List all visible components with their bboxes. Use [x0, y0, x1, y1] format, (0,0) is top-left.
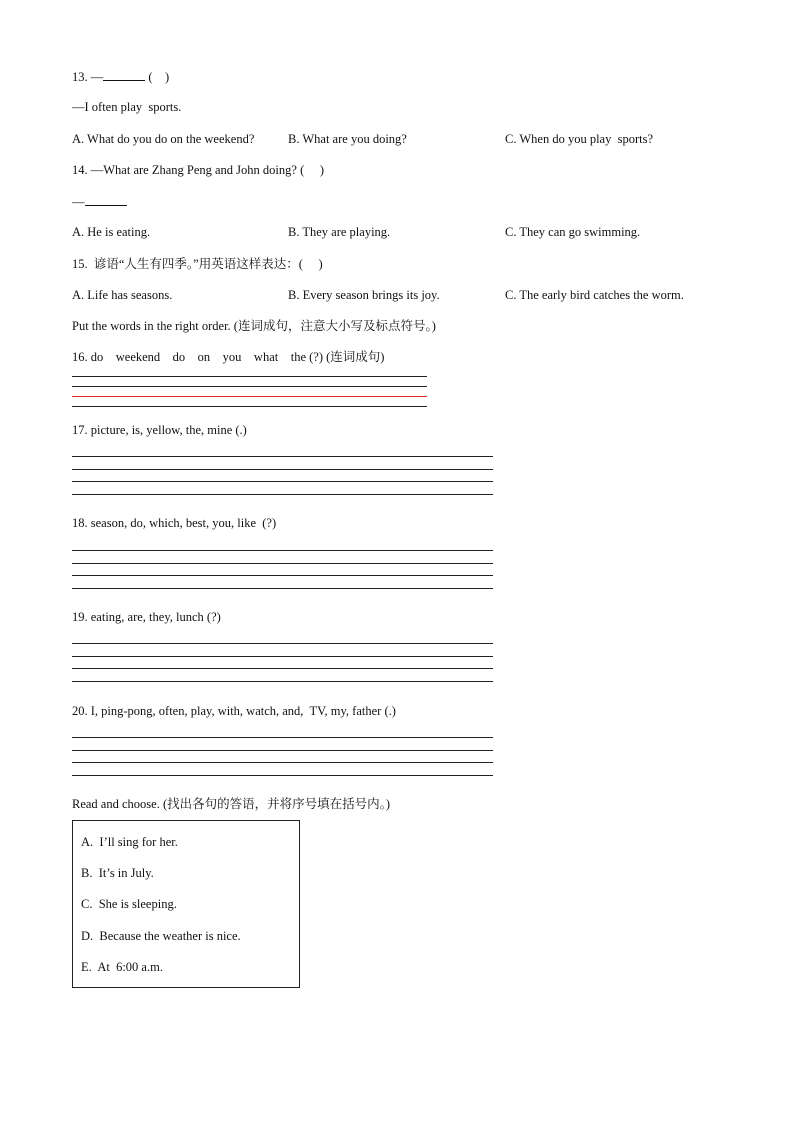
writing-line[interactable]: [72, 563, 493, 564]
writing-line[interactable]: [72, 456, 493, 457]
question-16: 16. do weekend do on you what the (?) (连词成句): [72, 350, 385, 364]
q13-option-c: C. When do you play sports?: [505, 132, 654, 146]
writing-line[interactable]: [72, 469, 493, 470]
choice-d: D. Because the weather is nice.: [81, 929, 241, 943]
question-13: [72, 68, 169, 85]
writing-line[interactable]: [72, 575, 493, 576]
question-20: 20. I, ping-pong, often, play, with, watch, and, TV, my, father (.): [72, 704, 396, 718]
writing-line[interactable]: [72, 481, 493, 482]
q14-response: —: [72, 193, 127, 210]
q15-option-c: C. The early bird catches the worm.: [505, 288, 684, 302]
choice-a: A. I’ll sing for her.: [81, 835, 178, 849]
writing-line[interactable]: [72, 494, 493, 495]
writing-line[interactable]: [72, 737, 493, 738]
writing-line[interactable]: [72, 762, 493, 763]
choice-c: C. She is sleeping.: [81, 897, 177, 911]
section-read-choose-heading: Read and choose. (找出各句的答语，并将序号填在括号内。): [72, 797, 391, 811]
writing-line[interactable]: [72, 406, 427, 407]
writing-line-red[interactable]: [72, 396, 427, 397]
writing-line[interactable]: [72, 376, 427, 377]
q15-option-b: B. Every season brings its joy.: [288, 288, 440, 302]
section-word-order-heading: Put the words in the right order. (连词成句，注意大小写及标点符号。): [72, 319, 436, 333]
q13-option-b: B. What are you doing?: [288, 132, 407, 146]
question-18: 18. season, do, which, best, you, like (?): [72, 516, 277, 530]
writing-line[interactable]: [72, 775, 493, 776]
q13-number: 13. —: [72, 70, 104, 84]
question-19: 19. eating, are, they, lunch (?): [72, 610, 221, 624]
q14-answer-blank[interactable]: [85, 193, 127, 206]
q15-option-a: A. Life has seasons.: [72, 288, 173, 302]
q14-option-a: A. He is eating.: [72, 225, 151, 239]
writing-line[interactable]: [72, 643, 493, 644]
writing-line[interactable]: [72, 681, 493, 682]
question-15: 15. 谚语“人生有四季。”用英语这样表达：( ): [72, 257, 323, 271]
writing-line[interactable]: [72, 656, 493, 657]
writing-line[interactable]: [72, 386, 427, 387]
answer-choices-box: [72, 820, 300, 988]
question-17: 17. picture, is, yellow, the, mine (.): [72, 423, 247, 437]
q13-bracket[interactable]: ( ): [145, 70, 170, 84]
writing-line[interactable]: [72, 588, 493, 589]
writing-line[interactable]: [72, 550, 493, 551]
choice-e: E. At 6:00 a.m.: [81, 960, 163, 974]
q13-option-a: A. What do you do on the weekend?: [72, 132, 255, 146]
question-14: 14. —What are Zhang Peng and John doing? ( ): [72, 163, 325, 177]
q13-response: —I often play sports.: [72, 100, 182, 114]
q13-answer-blank[interactable]: [103, 68, 145, 81]
q14-option-c: C. They can go swimming.: [505, 225, 641, 239]
writing-line[interactable]: [72, 668, 493, 669]
choice-b: B. It’s in July.: [81, 866, 154, 880]
q14-option-b: B. They are playing.: [288, 225, 391, 239]
writing-line[interactable]: [72, 750, 493, 751]
